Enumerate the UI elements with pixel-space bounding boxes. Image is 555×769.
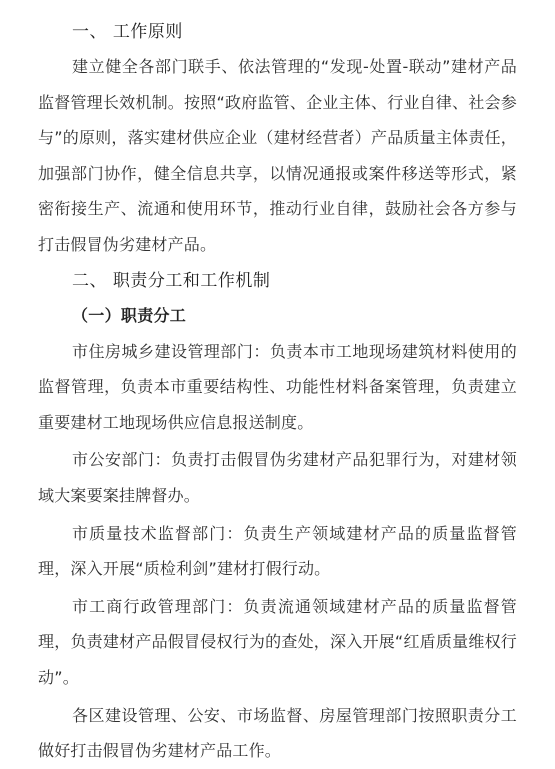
paragraph-work-principles: 建立健全各部门联手、依法管理的“发现-处置-联动”建材产品监督管理长效机制。按照“政府监管、企业主体、行业自律、社会参与”的原则，落实建材供应企业（建材经营者）产品质量主体责任，加强部门协作，健全信息共享，以情况通报或案件移送等形式，紧密衔接生产、流通和使用环节，推动行业自律，鼓励社会各方参与打击假冒伪劣建材产品。 — [38, 57, 517, 254]
subheading-division-of-duties: （一）职责分工 — [72, 305, 187, 325]
paragraph-district-departments: 各区建设管理、公安、市场监督、房屋管理部门按照职责分工做好打击假冒伪劣建材产品工作。 — [38, 705, 517, 761]
section-heading-responsibilities: 二、 职责分工和工作机制 — [72, 270, 271, 291]
section-heading-work-principles: 一、 工作原则 — [72, 22, 183, 42]
paragraph-quality-supervision: 市质量技术监督部门：负责生产领域建材产品的质量监督管理，深入开展“质检利剑”建材打假行动。 — [38, 523, 517, 579]
paragraph-housing-department: 市住房城乡建设管理部门：负责本市工地现场建筑材料使用的监督管理，负责本市重要结构性、功能性材料备案管理，负责建立重要建材工地现场供应信息报送制度。 — [38, 341, 517, 432]
paragraph-public-security: 市公安部门：负责打击假冒伪劣建材产品犯罪行为，对建材领域大案要案挂牌督办。 — [38, 450, 517, 505]
paragraph-industry-commerce: 市工商行政管理部门：负责流通领域建材产品的质量监督管理，负责建材产品假冒侵权行为的查处，深入开展“红盾质量维权行动”。 — [38, 596, 517, 687]
